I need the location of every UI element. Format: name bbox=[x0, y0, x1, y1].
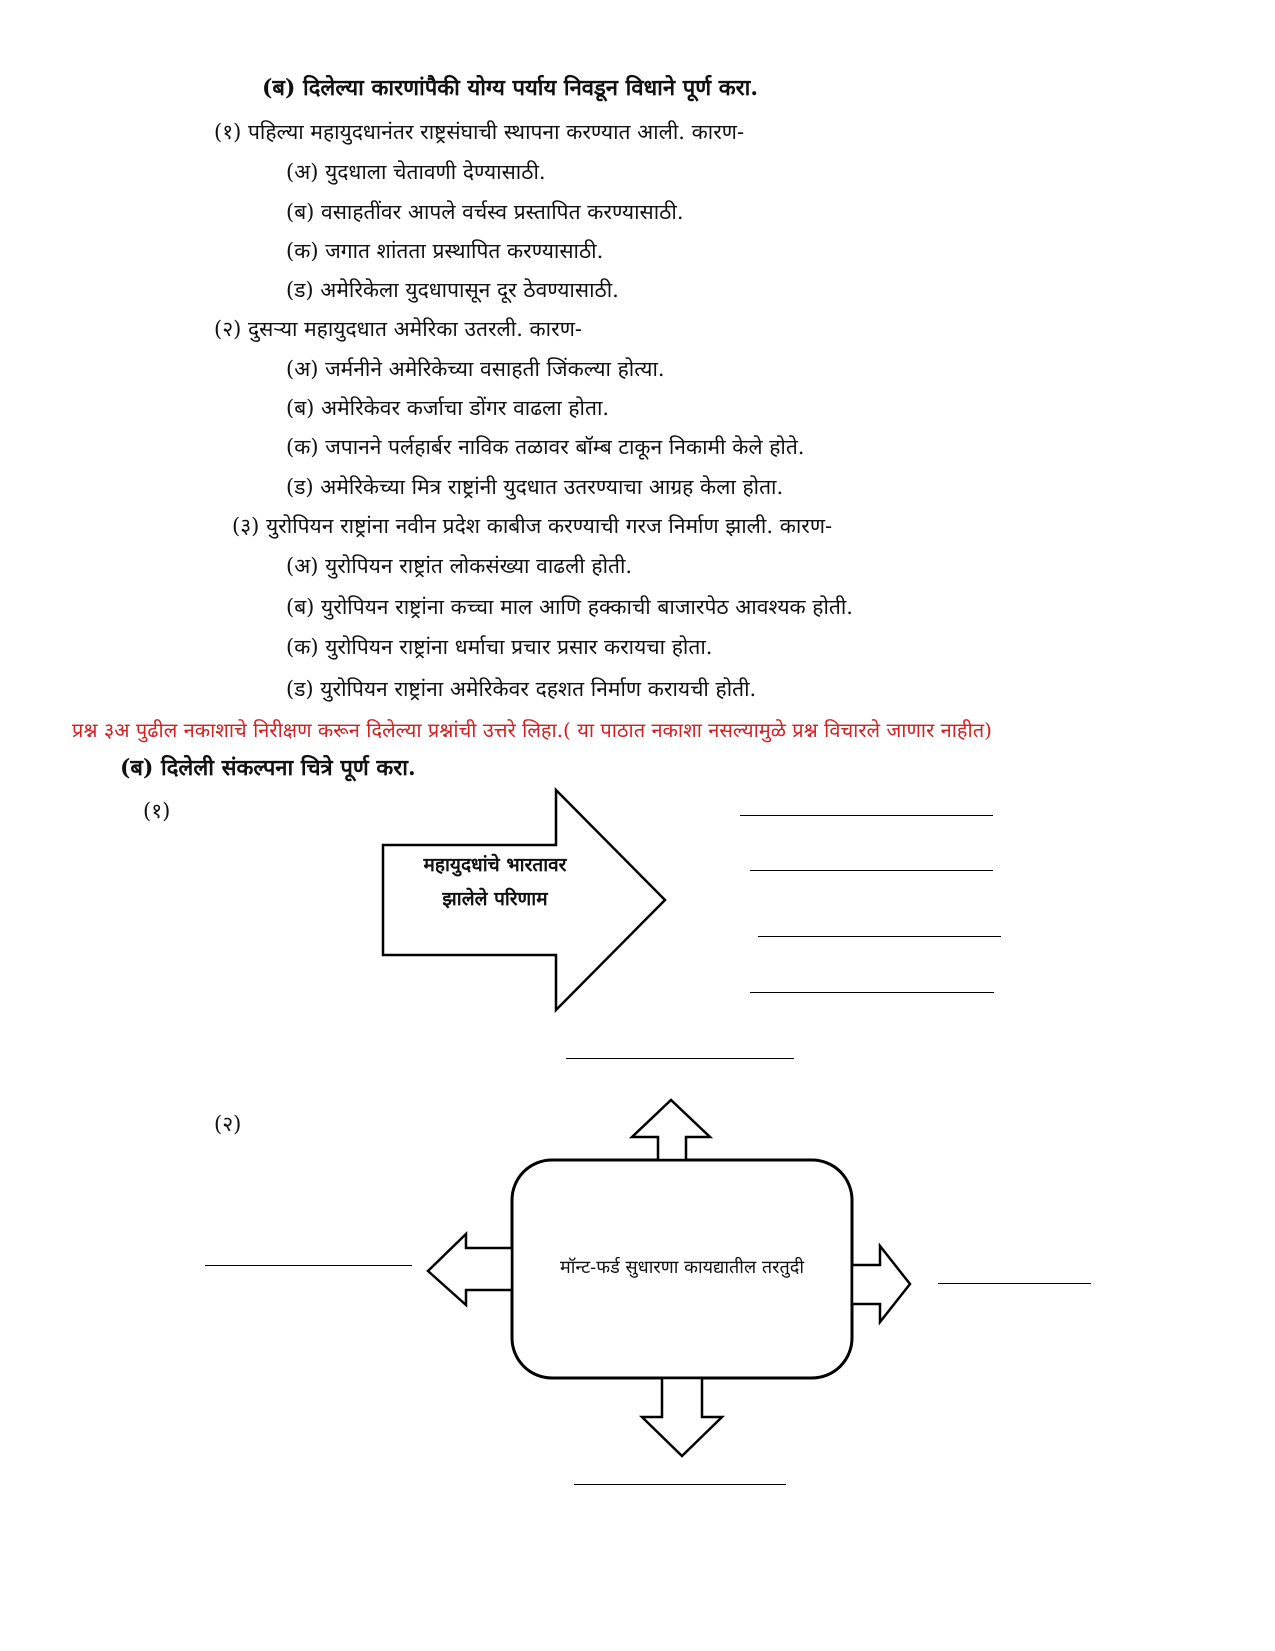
question-1-option-d: (ड) अमेरिकेला युदधापासून दूर ठेवण्यासाठी. bbox=[286, 278, 619, 302]
diagram-2-center-label: मॉन्ट-फर्ड सुधारणा कायद्यातील तरतुदी bbox=[560, 1257, 804, 1278]
diagram-2-left-blank[interactable] bbox=[205, 1265, 412, 1266]
question-2-option-b: (ब) अमेरिकेवर कर्जाचा डोंगर वाढला होता. bbox=[286, 396, 610, 420]
diagram-2-bottom-blank[interactable] bbox=[574, 1484, 786, 1485]
question-3-option-a: (अ) युरोपियन राष्ट्रांत लोकसंख्या वाढली होती. bbox=[286, 554, 633, 578]
question-2-option-c: (क) जपानने पर्लहार्बर नाविक तळावर बॉम्ब टाकून निकामी केले होते. bbox=[286, 435, 805, 459]
question-3: (३) युरोपियन राष्ट्रांना नवीन प्रदेश काबीज करण्याची गरज निर्माण झाली. कारण- bbox=[232, 514, 833, 538]
question-1: (१) पहिल्या महायुदधानंतर राष्ट्रसंघाची स्थापना करण्यात आली. कारण- bbox=[214, 120, 745, 144]
diagram-2-down-arrow bbox=[642, 1378, 722, 1456]
diagram-1-answer-blank-5[interactable] bbox=[566, 1058, 794, 1059]
question-3-option-b: (ब) युरोपियन राष्ट्रांना कच्चा माल आणि हक्काची बाजारपेठ आवश्यक होती. bbox=[286, 595, 853, 619]
concept-map-heading: (ब) दिलेली संकल्पना चित्रे पूर्ण करा. bbox=[120, 755, 416, 781]
question-1-option-c: (क) जगात शांतता प्रस्थापित करण्यासाठी. bbox=[286, 239, 604, 263]
question-1-option-b: (ब) वसाहतींवर आपले वर्चस्व प्रस्तापित करण्यासाठी. bbox=[286, 200, 684, 224]
diagram-1-answer-blank-2[interactable] bbox=[750, 870, 993, 871]
diagram-1-arrow-label-line1: महायुदधांचे भारतावर bbox=[423, 854, 567, 876]
diagram-2-right-blank[interactable] bbox=[938, 1283, 1091, 1284]
diagram-1-answer-blank-3[interactable] bbox=[758, 936, 1001, 937]
diagram-2-left-arrow bbox=[428, 1234, 512, 1305]
diagram-2-right-arrow bbox=[852, 1246, 910, 1322]
diagram-2-up-arrow bbox=[632, 1100, 710, 1160]
diagram-1-arrow-label bbox=[395, 848, 595, 916]
diagram-1-number: (१) bbox=[143, 799, 171, 823]
question-2-option-d: (ड) अमेरिकेच्या मित्र राष्ट्रांनी युदधात उतरण्याचा आग्रह केला होता. bbox=[286, 475, 784, 499]
diagram-2-number: (२) bbox=[214, 1112, 242, 1136]
diagram-1-answer-blank-1[interactable] bbox=[740, 815, 993, 816]
section-heading: (ब) दिलेल्या कारणांपैकी योग्य पर्याय निवडून विधाने पूर्ण करा. bbox=[262, 75, 759, 101]
question-2-option-a: (अ) जर्मनीने अमेरिकेच्या वसाहती जिंकल्या होत्या. bbox=[286, 357, 665, 381]
question-3-option-d: (ड) युरोपियन राष्ट्रांना अमेरिकेवर दहशत निर्माण करायची होती. bbox=[286, 677, 757, 701]
diagram-1-arrow-label-line2: झालेले परिणाम bbox=[442, 888, 548, 910]
question-2: (२) दुसऱ्या महायुदधात अमेरिका उतरली. कारण- bbox=[214, 317, 582, 341]
diagram-1-answer-blank-4[interactable] bbox=[750, 992, 994, 993]
question-3a-note: प्रश्न ३अ पुढील नकाशाचे निरीक्षण करून दिलेल्या प्रश्नांची उत्तरे लिहा.( या पाठात नकाशा नसल्यामुळे प्रश्न विचारले जाणार नाहीत) bbox=[72, 718, 992, 742]
question-1-option-a: (अ) युदधाला चेतावणी देण्यासाठी. bbox=[286, 160, 546, 184]
question-3-option-c: (क) युरोपियन राष्ट्रांना धर्माचा प्रचार प्रसार करायचा होता. bbox=[286, 635, 713, 659]
